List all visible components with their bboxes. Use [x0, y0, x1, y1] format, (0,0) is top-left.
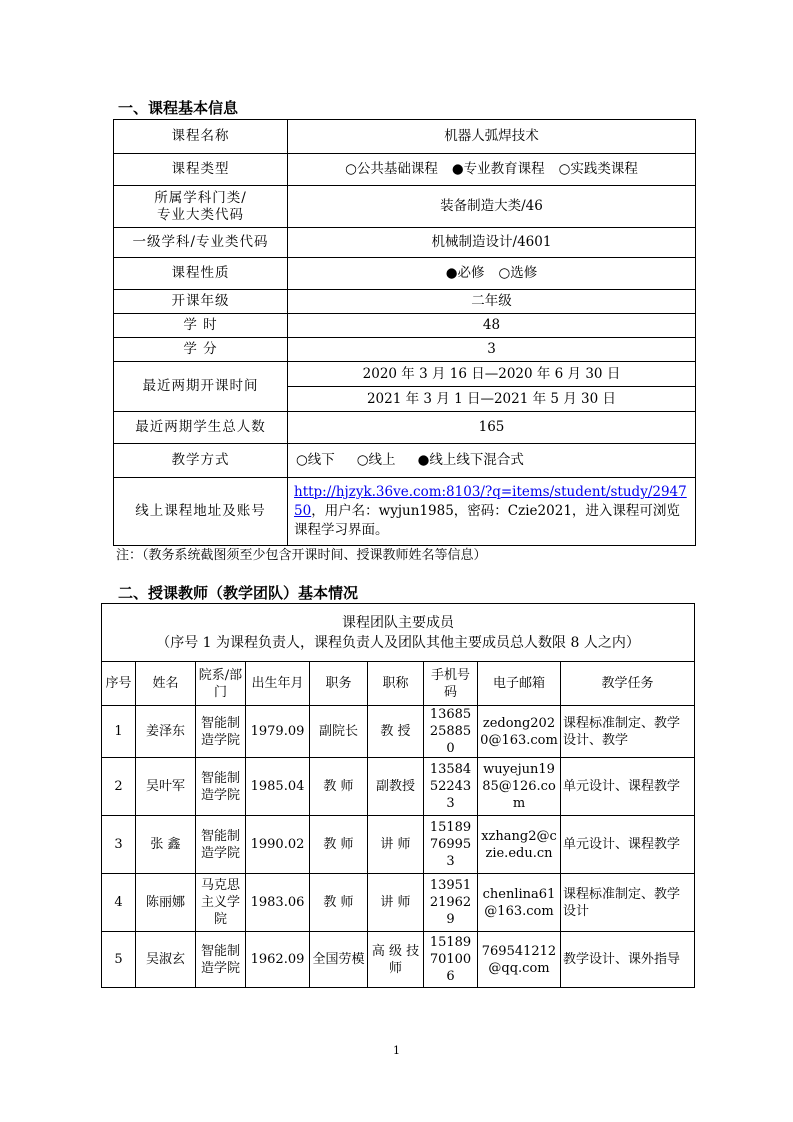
hours-value: 48 [288, 314, 696, 338]
team-column-headers [102, 662, 695, 706]
col-header: 职称 [368, 662, 424, 706]
grade-label: 开课年级 [114, 290, 288, 314]
recent-term-2: 2021 年 3 月 1 日—2021 年 5 月 30 日 [288, 387, 696, 412]
recent-term-1: 2020 年 3 月 16 日—2020 年 6 月 30 日 [288, 362, 696, 387]
team-header [102, 604, 695, 662]
member-duty: 全国劳模 [310, 932, 368, 988]
hours-label: 学 时 [114, 314, 288, 338]
subject-category-value: 装备制造大类/46 [288, 186, 696, 228]
member-task: 课程标准制定、教学设计 [561, 874, 695, 932]
course-name-value: 机器人弧焊技术 [288, 120, 696, 154]
type-option-public: ○公共基础课程 [345, 161, 438, 177]
grade-value: 二年级 [288, 290, 696, 314]
col-header: 出生年月 [246, 662, 310, 706]
credit-label: 学 分 [114, 338, 288, 362]
students-value: 165 [288, 412, 696, 444]
teaching-team-table [101, 603, 695, 988]
online-account-text: 用户名：wyjun1985，密码：Czie2021，进入课程可浏览课程学习界面。 [294, 503, 680, 538]
member-no: 2 [102, 758, 136, 816]
member-dept: 智能制造学院 [196, 758, 246, 816]
col-header: 职务 [310, 662, 368, 706]
course-info-table [113, 119, 696, 546]
table-row [102, 758, 695, 816]
col-header: 序号 [102, 662, 136, 706]
member-phone: 13584522433 [424, 758, 478, 816]
member-phone: 13685258850 [424, 706, 478, 758]
member-title: 教 授 [368, 706, 424, 758]
table-row [102, 874, 695, 932]
member-task: 课程标准制定、教学设计、教学 [561, 706, 695, 758]
member-phone: 13951219629 [424, 874, 478, 932]
member-name: 姜泽东 [136, 706, 196, 758]
member-task: 单元设计、课程教学 [561, 816, 695, 874]
member-email: 769541212@qq.com [478, 932, 561, 988]
col-header: 电子邮箱 [478, 662, 561, 706]
table-row [102, 932, 695, 988]
method-option-offline: ○线下 [296, 452, 335, 468]
course-nature-options [288, 258, 696, 290]
member-email: xzhang2@czie.edu.cn [478, 816, 561, 874]
recent-terms-label: 最近两期开课时间 [114, 362, 288, 412]
member-birth: 1983.06 [246, 874, 310, 932]
member-name: 张 鑫 [136, 816, 196, 874]
member-dept: 马克思主义学院 [196, 874, 246, 932]
member-birth: 1985.04 [246, 758, 310, 816]
col-header: 手机号码 [424, 662, 478, 706]
section1-note: 注：（教务系统截图须至少包含开课时间、授课教师姓名等信息） [116, 548, 487, 563]
section1-title: 一、课程基本信息 [118, 99, 239, 117]
subject-category-label [114, 186, 288, 228]
online-course-label: 线上课程地址及账号 [114, 478, 288, 546]
member-phone: 15189769953 [424, 816, 478, 874]
course-type-label: 课程类型 [114, 154, 288, 186]
method-option-online: ○线上 [356, 452, 396, 468]
member-dept: 智能制造学院 [196, 816, 246, 874]
online-comma: ， [311, 503, 325, 519]
member-no: 4 [102, 874, 136, 932]
type-option-professional: ●专业教育课程 [451, 161, 545, 177]
teaching-method-label: 教学方式 [114, 444, 288, 478]
member-duty: 副院长 [310, 706, 368, 758]
nature-option-elective: ○选修 [498, 265, 538, 281]
member-no: 3 [102, 816, 136, 874]
member-duty: 教 师 [310, 874, 368, 932]
students-label: 最近两期学生总人数 [114, 412, 288, 444]
member-dept: 智能制造学院 [196, 706, 246, 758]
member-title: 讲 师 [368, 874, 424, 932]
member-birth: 1990.02 [246, 816, 310, 874]
subject-label-line1: 所属学科门类/ [154, 189, 247, 206]
nature-option-required: ●必修 [445, 265, 485, 281]
level1-value: 机械制造设计/4601 [288, 228, 696, 258]
table-row [102, 706, 695, 758]
member-phone: 15189701006 [424, 932, 478, 988]
member-title: 讲 师 [368, 816, 424, 874]
member-name: 吴淑玄 [136, 932, 196, 988]
credit-value: 3 [288, 338, 696, 362]
col-header: 教学任务 [561, 662, 695, 706]
member-duty: 教 师 [310, 758, 368, 816]
type-option-practice: ○实践类课程 [558, 161, 638, 177]
method-option-blended: ●线上线下混合式 [417, 452, 524, 468]
course-nature-label: 课程性质 [114, 258, 288, 290]
team-header-title: 课程团队主要成员 [342, 614, 455, 631]
member-name: 陈丽娜 [136, 874, 196, 932]
table-row [102, 816, 695, 874]
member-no: 1 [102, 706, 136, 758]
online-course-link[interactable]: http://hjzyk.36ve.com:8103/?q=items/student/study/294750 [294, 484, 687, 519]
col-header: 姓名 [136, 662, 196, 706]
member-title: 副教授 [368, 758, 424, 816]
col-header: 院系/部门 [196, 662, 246, 706]
teaching-method-options [288, 444, 696, 478]
course-type-options [288, 154, 696, 186]
member-birth: 1979.09 [246, 706, 310, 758]
course-name-label: 课程名称 [114, 120, 288, 154]
subject-label-line2: 专业大类代码 [157, 206, 244, 223]
section2-title: 二、授课教师（教学团队）基本情况 [118, 584, 359, 602]
member-email: wuyejun1985@126.com [478, 758, 561, 816]
member-dept: 智能制造学院 [196, 932, 246, 988]
member-no: 5 [102, 932, 136, 988]
member-birth: 1962.09 [246, 932, 310, 988]
page-number: 1 [393, 1044, 400, 1057]
level1-label: 一级学科/专业类代码 [114, 228, 288, 258]
member-email: zedong2020@163.com [478, 706, 561, 758]
member-task: 教学设计、课外指导 [561, 932, 695, 988]
team-header-subtitle: （序号 1 为课程负责人，课程负责人及团队其他主要成员总人数限 8 人之内） [156, 634, 640, 651]
member-task: 单元设计、课程教学 [561, 758, 695, 816]
member-title: 高 级 技 师 [368, 932, 424, 988]
member-name: 吴叶军 [136, 758, 196, 816]
member-duty: 教 师 [310, 816, 368, 874]
member-email: chenlina61@163.com [478, 874, 561, 932]
online-course-value [288, 478, 696, 546]
